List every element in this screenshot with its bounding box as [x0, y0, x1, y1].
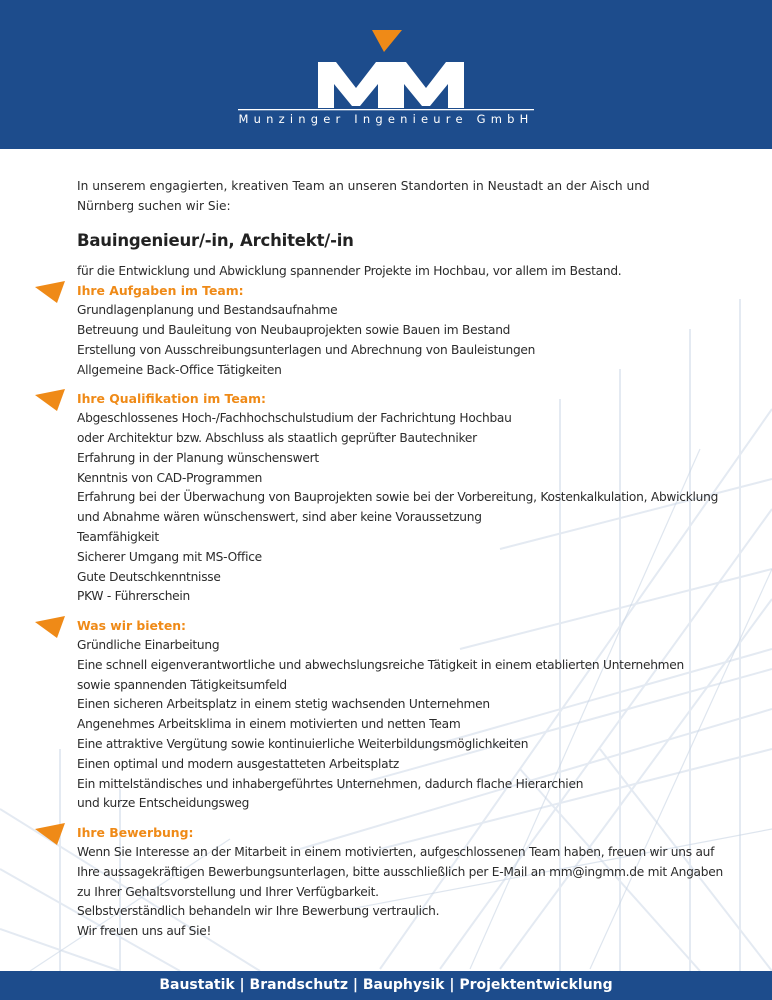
- list-item: Teamfähigkeit: [77, 529, 159, 544]
- list-item: zu Ihrer Gehaltsvorstellung und Ihrer Verfügbarkeit.: [77, 884, 379, 899]
- list-item: Betreuung und Bauleitung von Neubauprojekten sowie Bauen im Bestand: [77, 322, 511, 337]
- orange-triangle-icon: [35, 389, 65, 411]
- list-item: und kurze Entscheidungsweg: [77, 796, 250, 811]
- list-item: Einen sicheren Arbeitsplatz in einem stetig wachsenden Unternehmen: [77, 697, 490, 712]
- list-item: Kenntnis von CAD-Programmen: [77, 470, 263, 485]
- list-item: Selbstverständlich behandeln wir Ihre Bewerbung vertraulich.: [77, 904, 440, 919]
- list-item: Eine attraktive Vergütung sowie kontinuierliche Weiterbildungsmöglichkeiten: [77, 736, 529, 751]
- section-heading: Ihre Bewerbung:: [77, 825, 194, 841]
- section-angebot: [77, 616, 737, 814]
- section-aufgaben: [77, 281, 737, 380]
- list-item: Gute Deutschkenntnisse: [77, 569, 221, 584]
- list-item: und Abnahme wären wünschenswert, sind aber keine Voraussetzung: [77, 510, 482, 525]
- header-banner: [0, 0, 772, 149]
- section-heading: Was wir bieten:: [77, 618, 187, 634]
- logo-triangle-icon: [372, 30, 402, 52]
- list-item: Ihre aussagekräftigen Bewerbungsunterlagen, bitte ausschließlich per E-Mail an mm@ingmm.de mit Angaben: [77, 864, 723, 879]
- orange-triangle-icon: [35, 616, 65, 638]
- list-item: Grundlagenplanung und Bestandsaufnahme: [77, 303, 338, 318]
- company-name: Munzinger Ingenieure GmbH: [238, 112, 534, 126]
- orange-triangle-icon: [35, 281, 65, 303]
- list-item: Eine schnell eigenverantwortliche und abwechslungsreiche Tätigkeit in einem etablierten Unternehmen: [77, 657, 685, 672]
- logo-underline: [238, 109, 534, 110]
- section-heading: Ihre Aufgaben im Team:: [77, 283, 244, 299]
- list-item: Ein mittelständisches und inhabergeführtes Unternehmen, dadurch flache Hierarchien: [77, 776, 584, 791]
- section-bewerbung: [77, 823, 737, 942]
- list-item: Abgeschlossenes Hoch-/Fachhochschulstudium der Fachrichtung Hochbau: [77, 411, 512, 426]
- section-heading: Ihre Qualifikation im Team:: [77, 391, 266, 407]
- list-item: Wenn Sie Interesse an der Mitarbeit in einem motivierten, aufgeschlossenen Team haben, freuen wir uns auf: [77, 844, 715, 859]
- list-item: oder Architektur bzw. Abschluss als staatlich geprüfter Bautechniker: [77, 430, 477, 445]
- list-item: Gründliche Einarbeitung: [77, 637, 220, 652]
- company-logo: [0, 0, 772, 149]
- section-qualifikation: [77, 389, 737, 607]
- list-item: Sicherer Umgang mit MS-Office: [77, 549, 262, 564]
- list-item: Wir freuen uns auf Sie!: [77, 924, 212, 939]
- list-item: Einen optimal und modern ausgestatteten Arbeitsplatz: [77, 756, 400, 771]
- job-title: Bauingenieur/-in, Architekt/-in: [77, 230, 354, 250]
- job-posting-content: [77, 177, 737, 951]
- list-item: Erstellung von Ausschreibungsunterlagen und Abrechnung von Bauleistungen: [77, 342, 536, 357]
- footer-services-bar: Baustatik | Brandschutz | Bauphysik | Projektentwicklung: [0, 971, 772, 1000]
- intro-text: In unserem engagierten, kreativen Team an unseren Standorten in Neustadt an der Aisch und Nürnberg suchen wir Sie:: [77, 179, 650, 213]
- orange-triangle-icon: [35, 823, 65, 845]
- list-item: Allgemeine Back-Office Tätigkeiten: [77, 362, 282, 377]
- list-item: PKW - Führerschein: [77, 589, 191, 604]
- list-item: Erfahrung in der Planung wünschenswert: [77, 450, 319, 465]
- job-subtitle: für die Entwicklung und Abwicklung spannender Projekte im Hochbau, vor allem im Bestand.: [77, 263, 622, 278]
- list-item: Erfahrung bei der Überwachung von Bauprojekten sowie bei der Vorbereitung, Kostenkalkulation, Abwicklung: [77, 490, 719, 505]
- list-item: Angenehmes Arbeitsklima in einem motivierten und netten Team: [77, 717, 461, 732]
- list-item: sowie spannenden Tätigkeitsumfeld: [77, 677, 287, 692]
